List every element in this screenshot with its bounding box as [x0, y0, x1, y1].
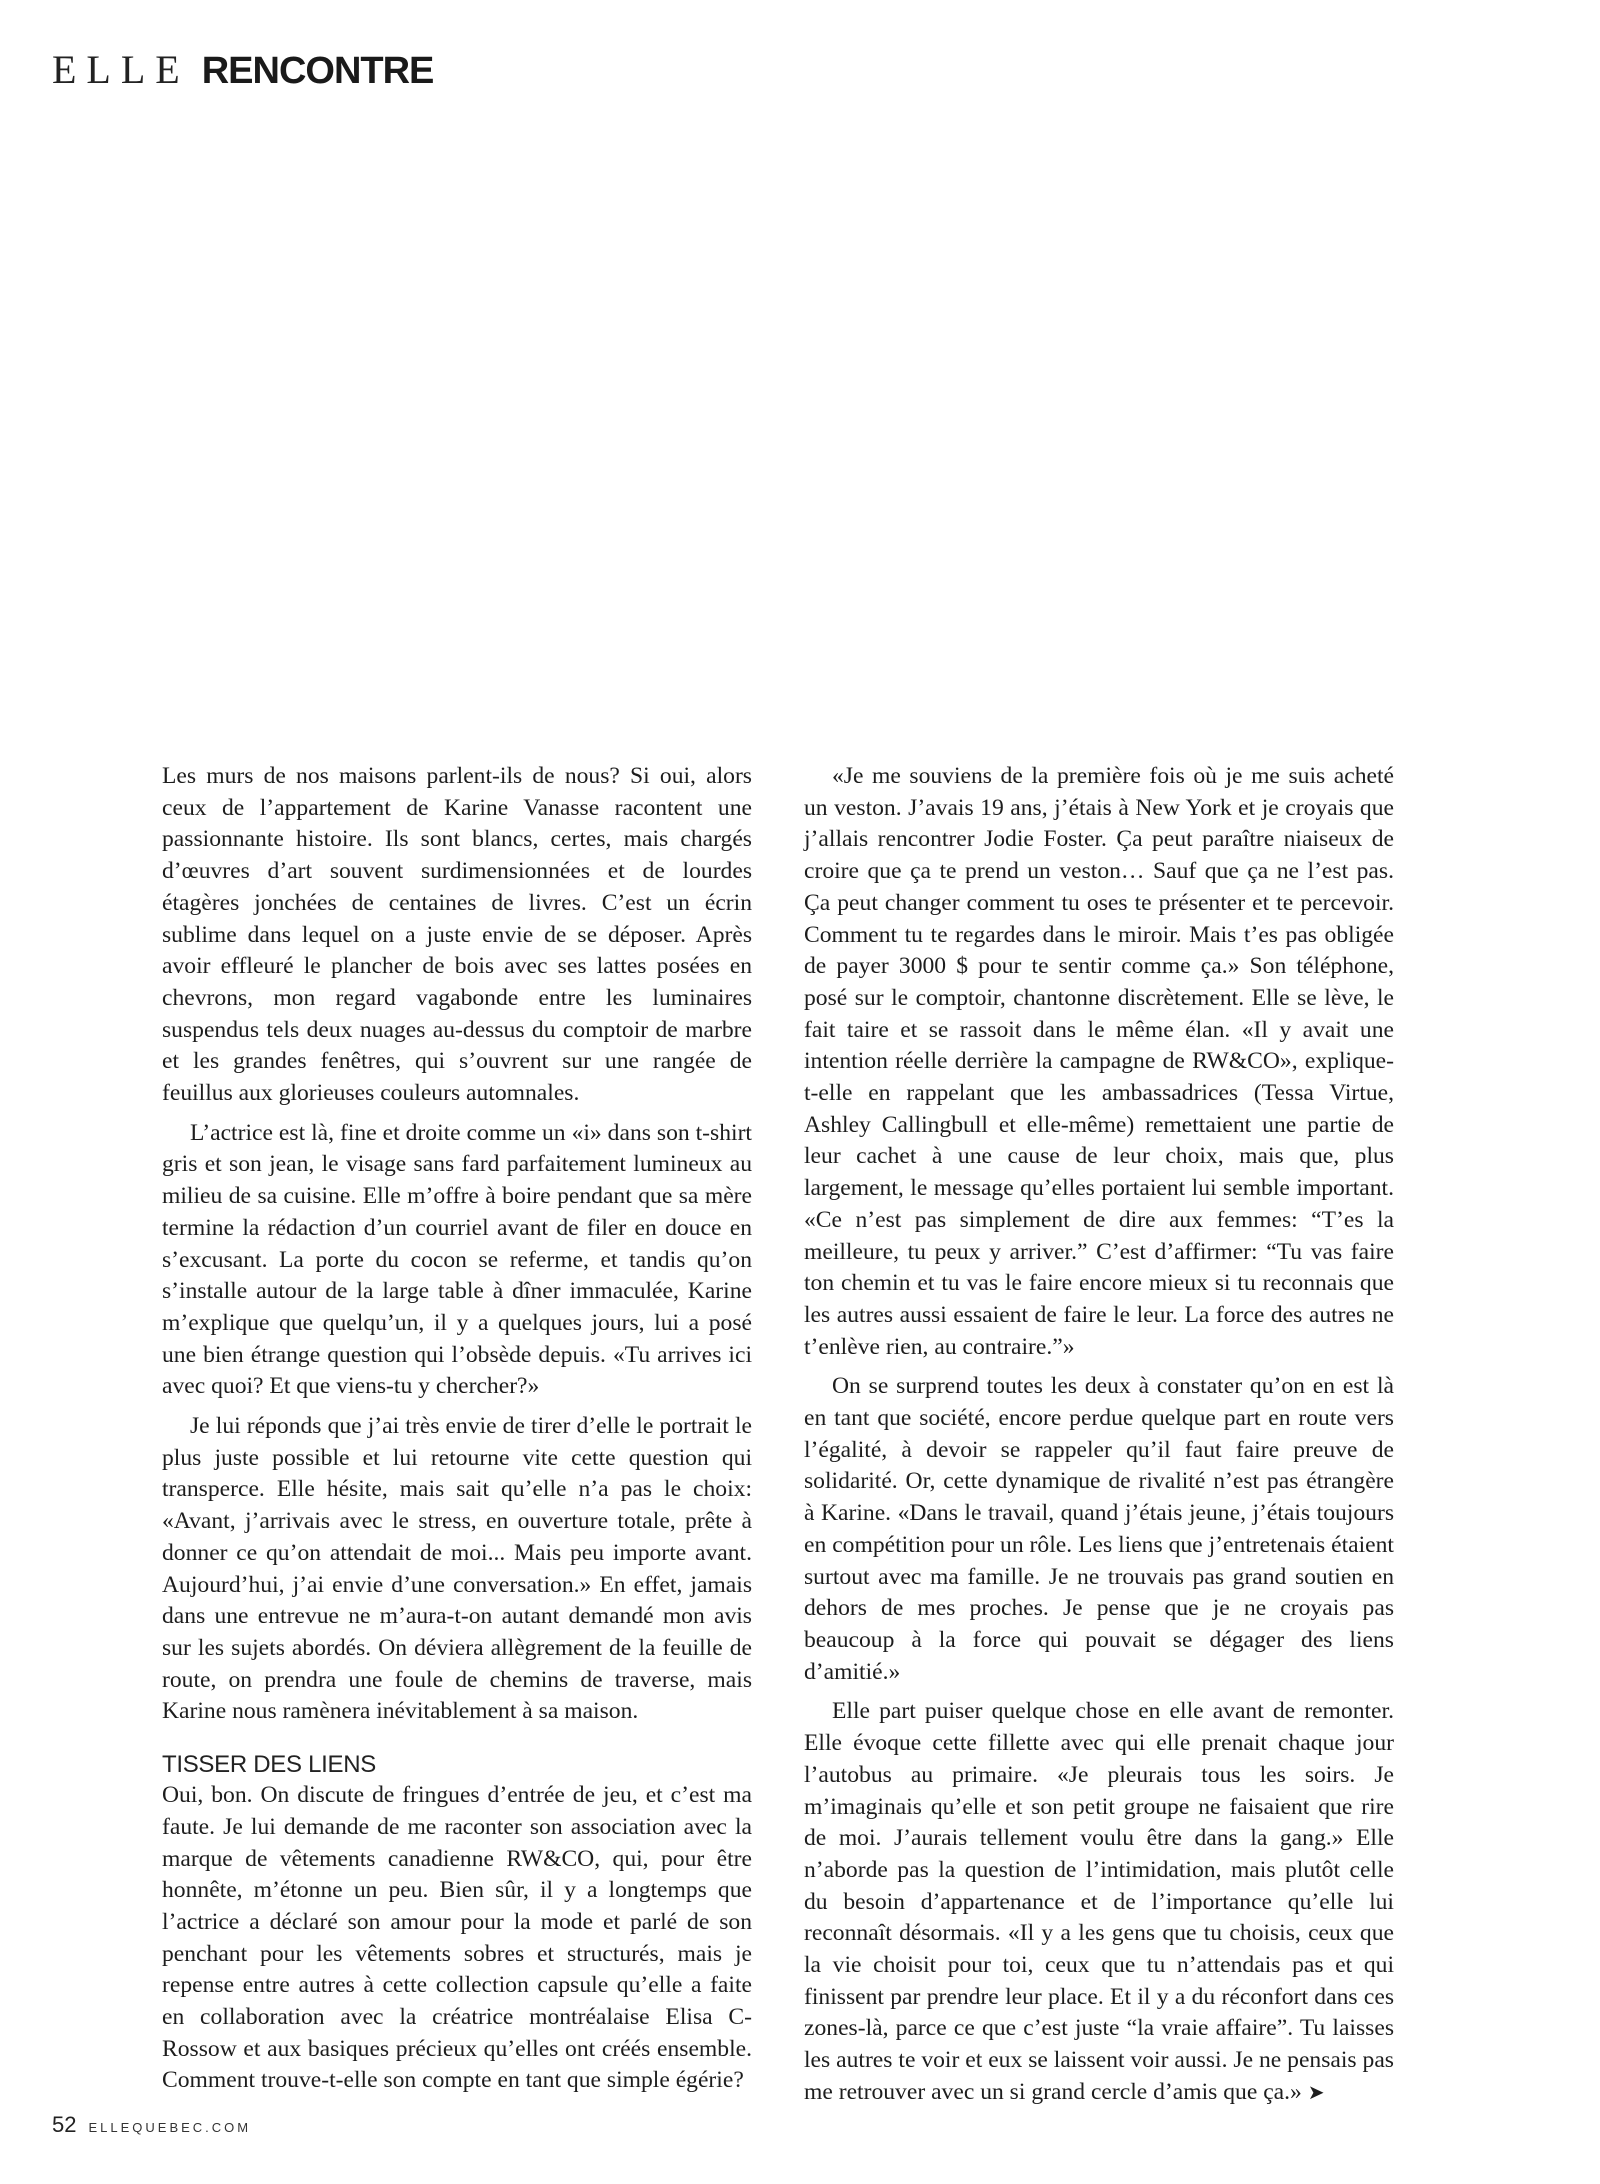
website-url: ELLEQUEBEC.COM — [88, 2120, 252, 2135]
article-column-left — [162, 761, 752, 2105]
magazine-logo: ELLE — [52, 47, 190, 92]
article-paragraph: On se surprend toutes les deux à constater qu’on en est là en tant que société, encore perdue quelque part en route vers l’égalité, à devoir se rappeler qu’il faut faire preuve de solidarité. Or, cette dynamique de rivalité n’est pas étrangère à Karine. «Dans le travail, quand j’étais jeune, j’étais toujours en compétition pour un rôle. Les liens que j’entretenais étaient surtout avec ma famille. Je ne trouvais pas grand soutien en dehors de mes proches. Je pense que je ne croyais pas beaucoup à la force qui pouvait se dégager des liens d’amitié.» — [804, 1373, 1394, 1685]
article-paragraph: Les murs de nos maisons parlent-ils de nous? Si oui, alors ceux de l’appartement de Karine Vanasse racontent une passionnante histoire. Ils sont blancs, certes, mais chargés d’œuvres d’art souvent surdimensionnées et de lourdes étagères jonchées de centaines de livres. C’est un écrin sublime dans lequel on a juste envie de se déposer. Après avoir effleuré le plancher de bois avec ses lattes posées en chevrons, mon regard vagabonde entre les luminaires suspendus tels deux nuages au-dessus du comptoir de marbre et les grandes fenêtres, qui s’ouvrent sur une rangée de feuillus aux glorieuses couleurs automnales. — [162, 763, 752, 1107]
section-subheading: TISSER DES LIENS — [162, 1751, 376, 1779]
article-paragraph: Je lui réponds que j’ai très envie de tirer d’elle le portrait le plus juste possible et lui retourne vite cette question qui transperce. Elle hésite, mais sait qu’elle n’a pas le choix: «Avant, j’arrivais avec le stress, en ouverture totale, prête à donner ce qu’on attendait de moi... Mais peu importe avant. Aujourd’hui, j’ai envie d’une conversation.» En effet, jamais dans une entrevue ne m’aura-t-on autant demandé mon avis sur les sujets abordés. On déviera allègrement de la feuille de route, on prendra une foule de chemins de traverse, mais Karine nous ramènera inévitablement à sa maison. — [162, 1413, 752, 1725]
page-number: 52 — [52, 2112, 77, 2137]
article-paragraph: L’actrice est là, fine et droite comme un «i» dans son t-shirt gris et son jean, le visage sans fard parfaitement lumineux au milieu de sa cuisine. Elle m’offre à boire pendant que sa mère termine la rédaction d’un courriel avant de filer en douce en s’excusant. La porte du cocon se referme, et tandis qu’on s’installe autour de la large table à dîner immaculée, Karine m’explique que quelqu’un, il y a quelques jours, lui a posé une bien étrange question qui l’obsède depuis. «Tu arrives ici avec quoi? Et que viens-tu y chercher?» — [162, 1119, 752, 1400]
page-header — [52, 46, 433, 93]
end-of-article-arrow-icon: ➤ — [1307, 2079, 1325, 2104]
article-paragraph-text: Elle part puiser quelque chose en elle avant de remonter. Elle évoque cette fillette avec qui elle prenait chaque jour l’autobus au primaire. «Je pleurais tous les soirs. Je m’imaginais qu’elle et son petit groupe ne faisaient que rire de moi. J’aurais tellement voulu être dans la gang.» Elle n’aborde pas la question de l’intimidation, mais plutôt celle du besoin d’appartenance et de l’importance qu’elle lui reconnaît désormais. «Il y a les gens que tu choisis, ceux que la vie choisit pour toi, ceux que tu n’attendais pas et qui finissent par prendre leur place. Et il y a du réconfort dans ces zones-là, parce ce que c’est juste “la vraie affaire”. Tu laisses les autres te voir et eux se laissent voir aussi. Je ne pensais pas me retrouver avec un si grand cercle d’amis que ça.» — [804, 1698, 1394, 2105]
article-column-right — [804, 761, 1394, 2117]
section-title: RENCONTRE — [201, 50, 434, 92]
article-paragraph: Oui, bon. On discute de fringues d’entrée de jeu, et c’est ma faute. Je lui demande de me raconter son association avec la marque de vêtements canadienne RW&CO, qui, pour être honnête, m’étonne un peu. Bien sûr, il y a longtemps que l’actrice a déclaré son amour pour la mode et parlé de son penchant pour les vêtements sobres et structurés, mais je repense entre autres à cette collection capsule qu’elle a faite en collaboration avec la créatrice montréalaise Elisa C-Rossow et aux basiques précieux qu’elles ont créés ensemble. Comment trouve-t-elle son compte en tant que simple égérie? — [162, 1782, 752, 2094]
page-footer — [52, 2112, 251, 2138]
article-paragraph-last — [804, 1696, 1394, 2108]
article-paragraph: «Je me souviens de la première fois où je me suis acheté un veston. J’avais 19 ans, j’étais à New York et je croyais que j’allais rencontrer Jodie Foster. Ça peut paraître niaiseux de croire que ça te prend un veston… Sauf que ça ne l’est pas. Ça peut changer comment tu oses te présenter et te percevoir. Comment tu te regardes dans le miroir. Mais t’es pas obligée de payer 3000 $ pour te sentir comme ça.» Son téléphone, posé sur le comptoir, chantonne discrètement. Elle se lève, le fait taire et se rassoit dans le même élan. «Il y avait une intention réelle derrière la campagne de RW&CO», explique-t-elle en rappelant que les ambassadrices (Tessa Virtue, Ashley Callingbull et elle-même) remettaient une partie de leur cachet à une cause de leur choix, mais que, plus largement, le message qu’elles portaient lui semble important. «Ce n’est pas simplement de dire aux femmes: “T’es la meilleure, tu peux y arriver.” C’est d’affirmer: “Tu vas faire ton chemin et tu vas le faire encore mieux si tu reconnais que les autres aussi essaient de faire le leur. La force des autres ne t’enlève rien, au contraire.”» — [804, 763, 1394, 1360]
